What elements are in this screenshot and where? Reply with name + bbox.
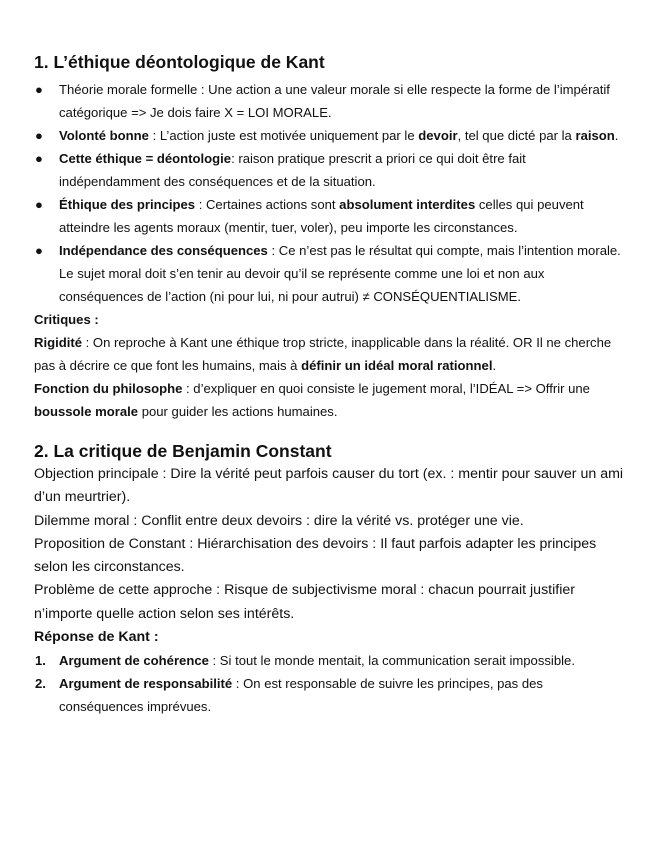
- bold-text: absolument interdites: [339, 197, 476, 212]
- text: pour guider les actions humaines.: [138, 404, 338, 419]
- critique-fonction: [34, 377, 624, 423]
- paragraph-dilemme: Dilemme moral : Conflit entre deux devoirs : dire la vérité vs. protéger une vie.: [34, 512, 524, 529]
- paragraph-objection: Objection principale : Dire la vérité peut parfois causer du tort (ex. : mentir pour sauver un ami d’un meurtrier).: [34, 466, 624, 506]
- bold-text: raison: [575, 128, 615, 143]
- reponse-list: [34, 649, 624, 718]
- text: : raison pratique prescrit a priori ce qui doit être fait indépendamment des conséquences et de la situation.: [59, 151, 526, 189]
- bold-text: Indépendance des conséquences: [59, 243, 268, 258]
- list-item: [34, 193, 624, 239]
- document-page: [34, 50, 624, 718]
- bold-text: Argument de cohérence: [59, 653, 209, 669]
- bold-text: Rigidité: [34, 335, 83, 350]
- text: : On reproche à Kant une éthique trop stricte, inapplicable dans la réalité. OR Il ne cherche pas à décrire ce que font les humains, mais à: [34, 335, 612, 373]
- bullet-icon: ●: [35, 128, 43, 143]
- bullet-text: [59, 151, 526, 189]
- text: : d’expliquer en quoi consiste le jugement moral, l’IDÉAL => Offrir une: [182, 381, 590, 396]
- section1-title: 1. L’éthique déontologique de Kant: [34, 52, 325, 72]
- list-item: [34, 672, 624, 718]
- kant-bullet-list: [34, 78, 624, 308]
- bold-text: Éthique des principes: [59, 197, 196, 212]
- bullet-icon: ●: [35, 197, 43, 212]
- list-item: [34, 239, 624, 308]
- item-number: 2.: [35, 676, 46, 692]
- item-number: 1.: [35, 653, 46, 669]
- text: : L’action juste est motivée uniquement par le: [148, 128, 419, 143]
- bullet-icon: ●: [35, 82, 43, 97]
- text: : Si tout le monde mentait, la communication serait impossible.: [208, 653, 575, 669]
- bold-text: Volonté bonne: [59, 128, 149, 143]
- item-text: [59, 676, 543, 714]
- list-item: [34, 649, 624, 672]
- bullet-text: [59, 243, 621, 304]
- text: : Certaines actions sont: [195, 197, 340, 212]
- bullet-icon: ●: [35, 151, 43, 166]
- section2-title: 2. La critique de Benjamin Constant: [34, 441, 332, 461]
- list-item: [34, 124, 624, 147]
- bullet-text: [59, 197, 584, 235]
- text: celles qui peuvent atteindre les agents moraux (mentir, tuer, voler), peu importe les circonstances.: [59, 197, 584, 235]
- list-item: [34, 147, 624, 193]
- critiques-heading: Critiques :: [34, 312, 99, 327]
- text: Théorie morale formelle : Une action a une valeur morale si elle respecte la forme de l’impératif catégorique => Je dois faire X = LOI MORALE.: [59, 82, 610, 120]
- bold-text: Argument de responsabilité: [59, 676, 233, 692]
- bullet-text: [59, 128, 618, 143]
- text: : Ce n’est pas le résultat qui compte, mais l’intention morale. Le sujet moral doit s’en tenir au devoir qu’il se représente comme une loi et non aux conséquences de l’action (ni pour lui, ni pour autrui) ≠ CONSÉQUENTIALISME.: [59, 243, 621, 304]
- reponse-heading: Réponse de Kant :: [34, 629, 159, 646]
- text: .: [614, 128, 619, 143]
- bold-text: Cette éthique = déontologie: [59, 151, 232, 166]
- text: , tel que dicté par la: [457, 128, 576, 143]
- item-text: [59, 653, 575, 668]
- text: : On est responsable de suivre les principes, pas des conséquences imprévues.: [59, 676, 543, 715]
- paragraph-proposition: Proposition de Constant : Hiérarchisation des devoirs : Il faut parfois adapter les principes selon les circonstances.: [34, 535, 597, 576]
- bold-text: définir un idéal moral rationnel: [301, 358, 493, 373]
- text: .: [492, 358, 497, 373]
- paragraph-probleme: Problème de cette approche : Risque de subjectivisme moral : chacun pourrait justifier n’importe quelle action selon ses intérêts.: [34, 582, 575, 622]
- list-item: [34, 78, 624, 124]
- bold-text: Fonction du philosophe: [34, 381, 183, 396]
- bullet-icon: ●: [35, 243, 43, 258]
- bold-text: boussole morale: [34, 404, 139, 419]
- bullet-text: [59, 82, 610, 120]
- critique-rigidite: [34, 331, 624, 377]
- bold-text: devoir: [418, 128, 458, 143]
